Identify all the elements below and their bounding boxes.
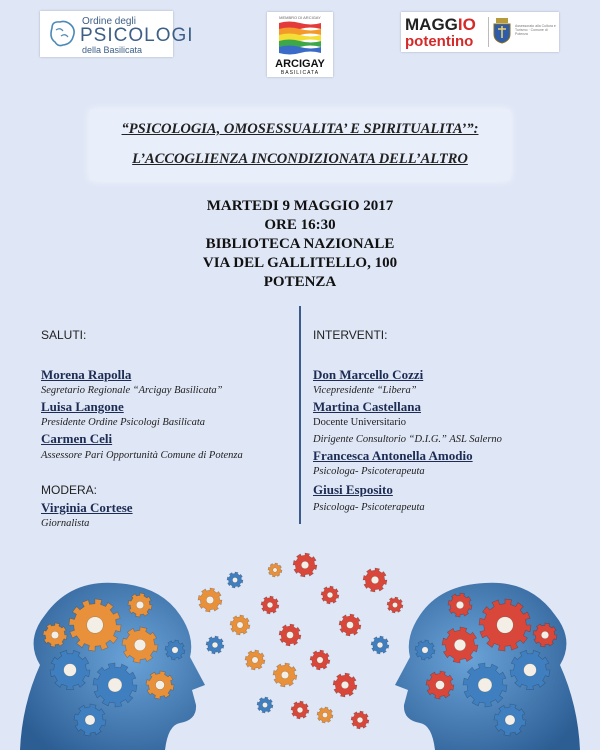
modera-name: Virginia Cortese [41,500,133,515]
event-date: MARTEDI 9 MAGGIO 2017 [206,198,394,214]
gear-heads-illustration [0,545,600,750]
saluti-name-1: Morena Rapolla [41,367,132,382]
interventi-role-4: Psicologa- Psicoterapeuta [313,502,425,513]
gear-hub-icon [341,681,349,689]
gear-hub-icon [51,631,59,639]
gear-hub-icon [136,601,144,609]
interventi-role-3: Psicologa- Psicoterapeuta [313,466,425,477]
gear-hub-icon [85,715,95,725]
event-venue: BIBLIOTECA NAZIONALE [205,236,395,252]
saluti-name-2: Luisa Langone [41,399,124,414]
gear-hub-icon [287,632,294,639]
arcigay-logo [267,12,333,77]
gear-hub-icon [237,622,243,628]
maggio-logo-small-text: Assessorato alla Cultura e Turismo · Comune di Potenza [515,24,556,36]
logo-divider [488,17,489,47]
modera-heading: MODERA: [41,483,98,497]
gear-hub-icon [478,678,492,692]
gear-hub-icon [297,707,303,713]
gear-hub-icon [327,592,333,598]
saluti-role-1: Segretario Regionale “Arcigay Basilicata” [41,385,223,396]
gear-hub-icon [172,647,178,653]
gear-hub-icon [454,639,466,651]
gear-hub-icon [317,657,323,663]
gear-hub-icon [281,671,289,679]
gear-hub-icon [108,678,122,692]
gear-hub-icon [301,561,309,569]
gear-hub-icon [262,702,267,707]
gear-hub-icon [456,601,464,609]
gear-hub-icon [252,657,258,663]
interventi-name-1: Don Marcello Cozzi [313,367,424,382]
event-title-line2: L’ACCOGLIENZA INCONDIZIONATA DELL’ALTRO [132,151,468,167]
maggio-logo-line1-a: MAGG [405,15,458,34]
gear-hub-icon [422,647,428,653]
gear-hub-icon [505,715,515,725]
gear-hub-icon [156,681,165,690]
interventi-heading: INTERVENTI: [313,328,388,342]
gear-hub-icon [267,602,273,608]
event-title-line1: “PSICOLOGIA, OMOSESSUALITA’ E SPIRITUALITA’”: [121,121,479,137]
interventi-name-2: Martina Castellana [313,399,421,414]
gear-hub-icon [392,602,397,607]
psicologi-logo-line2: PSICOLOGI [80,25,194,46]
saluti-role-2: Presidente Ordine Psicologi Basilicata [41,417,205,428]
maggio-logo-line2: potentino [405,33,474,50]
maggio-logo-line1 [405,15,476,35]
psicologi-logo-line3: della Basilicata [82,45,143,55]
gear-hub-icon [347,622,354,629]
interventi-role-1: Vicepresidente “Libera” [313,385,417,396]
psicologi-logo [40,11,194,57]
gear-hub-icon [357,717,363,723]
event-address: VIA DEL GALLITELLO, 100 [202,255,398,271]
interventi-name-3: Francesca Antonella Amodio [313,448,473,463]
gear-hub-icon [377,642,383,648]
gear-hub-icon [273,568,277,572]
column-divider [299,306,301,524]
city-crest-icon [493,18,511,44]
gear-hub-icon [541,631,549,639]
arcigay-logo-name: ARCIGAY [275,58,325,70]
saluti-heading: SALUTI: [41,328,87,342]
gear-hub-icon [322,712,327,717]
saluti-role-3: Assessore Pari Opportunità Comune di Potenza [41,450,243,461]
gear-hub-icon [497,617,514,634]
gear-hub-icon [436,681,445,690]
interventi-role-2b: Dirigente Consultorio “D.I.G.” ASL Salerno [313,434,502,445]
interventi-role-2: Docente Universitario [313,417,407,428]
interventi-name-4: Giusi Esposito [313,482,393,497]
saluti-name-3: Carmen Celi [41,431,113,446]
psicologi-logo-line1: Ordine degli [82,16,136,27]
gear-hub-icon [64,664,77,677]
maggio-potentino-logo [401,12,559,52]
maggio-logo-line1-b: IO [457,15,476,34]
rainbow-flag-icon [279,21,321,55]
gear-hub-icon [212,642,218,648]
gear-hub-icon [134,639,146,651]
gear-hub-icon [524,664,537,677]
gear-hub-icon [87,617,104,634]
event-time: ORE 16:30 [264,217,336,233]
gear-hub-icon [206,596,214,604]
gear-hub-icon [371,576,379,584]
brain-outline-icon [46,18,78,50]
modera-role: Giornalista [41,518,90,529]
gear-hub-icon [232,577,237,582]
arcigay-logo-top-text: MEMBRO DI ARCIGAY [279,15,321,20]
arcigay-logo-region: BASILICATA [280,70,320,76]
event-city: POTENZA [263,274,337,290]
